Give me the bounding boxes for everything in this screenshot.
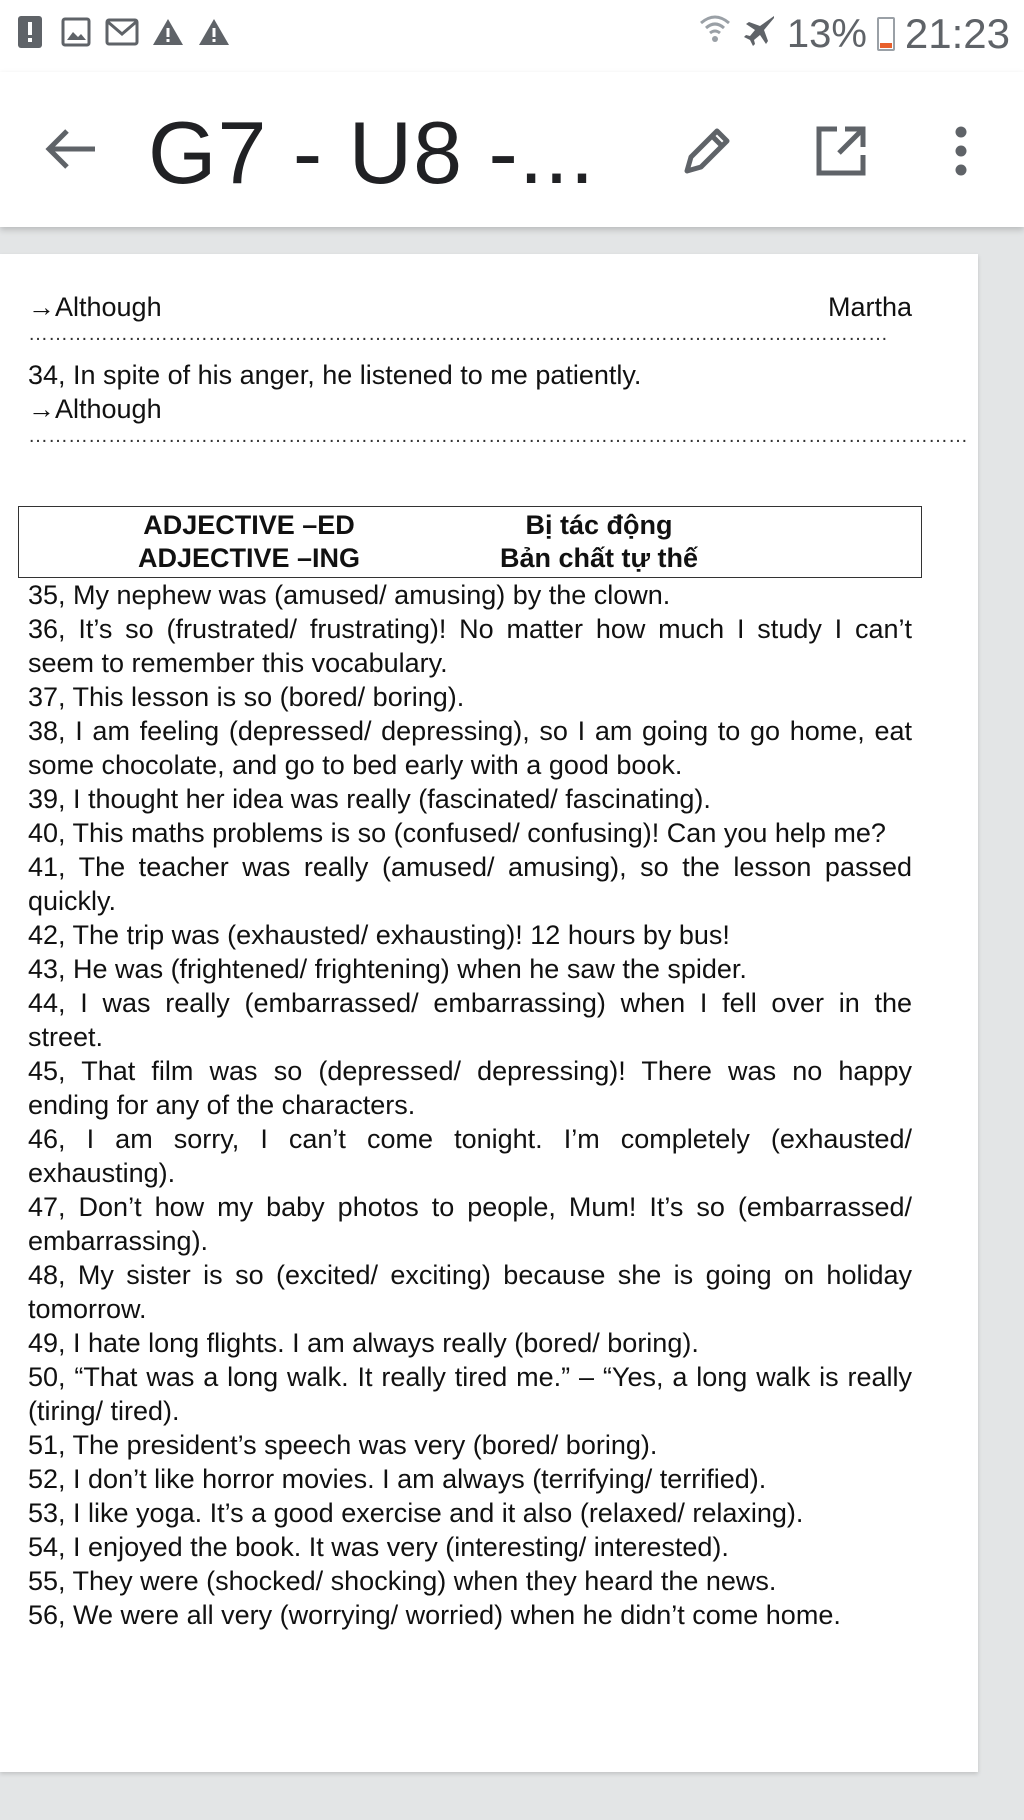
question-43: 43, He was (frightened/ frightening) when he saw the spider. [28,954,747,984]
table-cell: Bản chất tự thế [499,543,699,573]
edit-button[interactable] [672,116,742,186]
question-38: 38, I am feeling (depressed/ depressing), so I am going to go home, eat some chocolate, and go to bed early with a good book. [28,716,912,780]
table-row [19,542,921,575]
question-37: 37, This lesson is so (bored/ boring). [28,682,465,712]
question-45: 45, That film was so (depressed/ depressing)! There was no happy ending for any of the characters. [28,1056,912,1120]
question-44: 44, I was really (embarrassed/ embarrassing) when I fell over in the street. [28,988,912,1052]
question-55: 55, They were (shocked/ shocking) when they heard the news. [28,1566,777,1596]
open-in-new-icon [813,123,869,179]
battery-percentage: 13% [786,11,867,56]
back-arrow-icon [45,127,97,171]
answer-line: ………………………………………………………………………………………………………………… [28,323,888,345]
question-list [28,578,912,1632]
question-47: 47, Don’t how my baby photos to people, Mum! It’s so (embarrassed/ embarrassing). [28,1192,912,1256]
question-52: 52, I don’t like horror movies. I am always (terrifying/ terrified). [28,1464,767,1494]
system-status [699,10,1010,58]
more-vert-icon [954,126,968,176]
gmail-icon [106,14,138,50]
although-line [28,290,912,324]
question-48: 48, My sister is so (excited/ exciting) because she is going on holiday tomorrow. [28,1260,912,1324]
pencil-icon [679,123,735,179]
table-row [19,509,921,542]
wifi-icon [699,12,731,57]
question-35: 35, My nephew was (amused/ amusing) by the clown. [28,580,671,610]
question-53: 53, I like yoga. It’s a good exercise and it also (relaxed/ relaxing). [28,1498,804,1528]
open-in-new-button[interactable] [806,116,876,186]
question-34: 34, In spite of his anger, he listened to me patiently. [28,360,642,390]
question-54: 54, I enjoyed the book. It was very (interesting/ interested). [28,1532,729,1562]
although-label: →Although [28,394,162,424]
document-body [28,254,968,1632]
answer-line: …………………………………………………………………………………………………………………………… [28,425,968,447]
question-41: 41, The teacher was really (amused/ amusing), so the lesson passed quickly. [28,852,912,916]
question-50: 50, “That was a long walk. It really tired me.” – “Yes, a long walk is really (tiring/ tired). [28,1362,912,1426]
question-49: 49, I hate long flights. I am always really (bored/ boring). [28,1328,699,1358]
adjective-table [18,506,922,578]
warning-icon [152,14,184,50]
notification-icons [14,14,230,50]
document-page[interactable] [0,254,978,1772]
name-martha: Martha [827,292,912,322]
table-cell: ADJECTIVE –ING [137,543,361,573]
battery-icon [877,17,895,51]
document-title: G7 - U8 -... [148,103,596,202]
question-40: 40, This maths problems is so (confused/ confusing)! Can you help me? [28,818,886,848]
status-bar [0,0,1024,72]
app-bar [0,72,1024,227]
warning-icon [198,14,230,50]
image-icon [60,14,92,50]
table-cell: Bị tác động [525,510,673,540]
question-42: 42, The trip was (exhausted/ exhausting)! 12 hours by bus! [28,920,730,950]
question-46: 46, I am sorry, I can’t come tonight. I’m completely (exhausted/ exhausting). [28,1124,912,1188]
question-56: 56, We were all very (worrying/ worried) when he didn’t come home. [28,1600,841,1630]
alert-icon [14,14,46,50]
back-button[interactable] [36,114,106,184]
more-options-button[interactable] [938,116,984,186]
question-51: 51, The president’s speech was very (bored/ boring). [28,1430,658,1460]
question-36: 36, It’s so (frustrated/ frustrating)! No matter how much I study I can’t seem to remember this vocabulary. [28,614,912,678]
clock: 21:23 [904,10,1010,57]
airplane-mode-icon [741,11,777,57]
table-cell: ADJECTIVE –ED [143,510,355,540]
although-label: →Although [28,292,162,322]
question-39: 39, I thought her idea was really (fascinated/ fascinating). [28,784,711,814]
